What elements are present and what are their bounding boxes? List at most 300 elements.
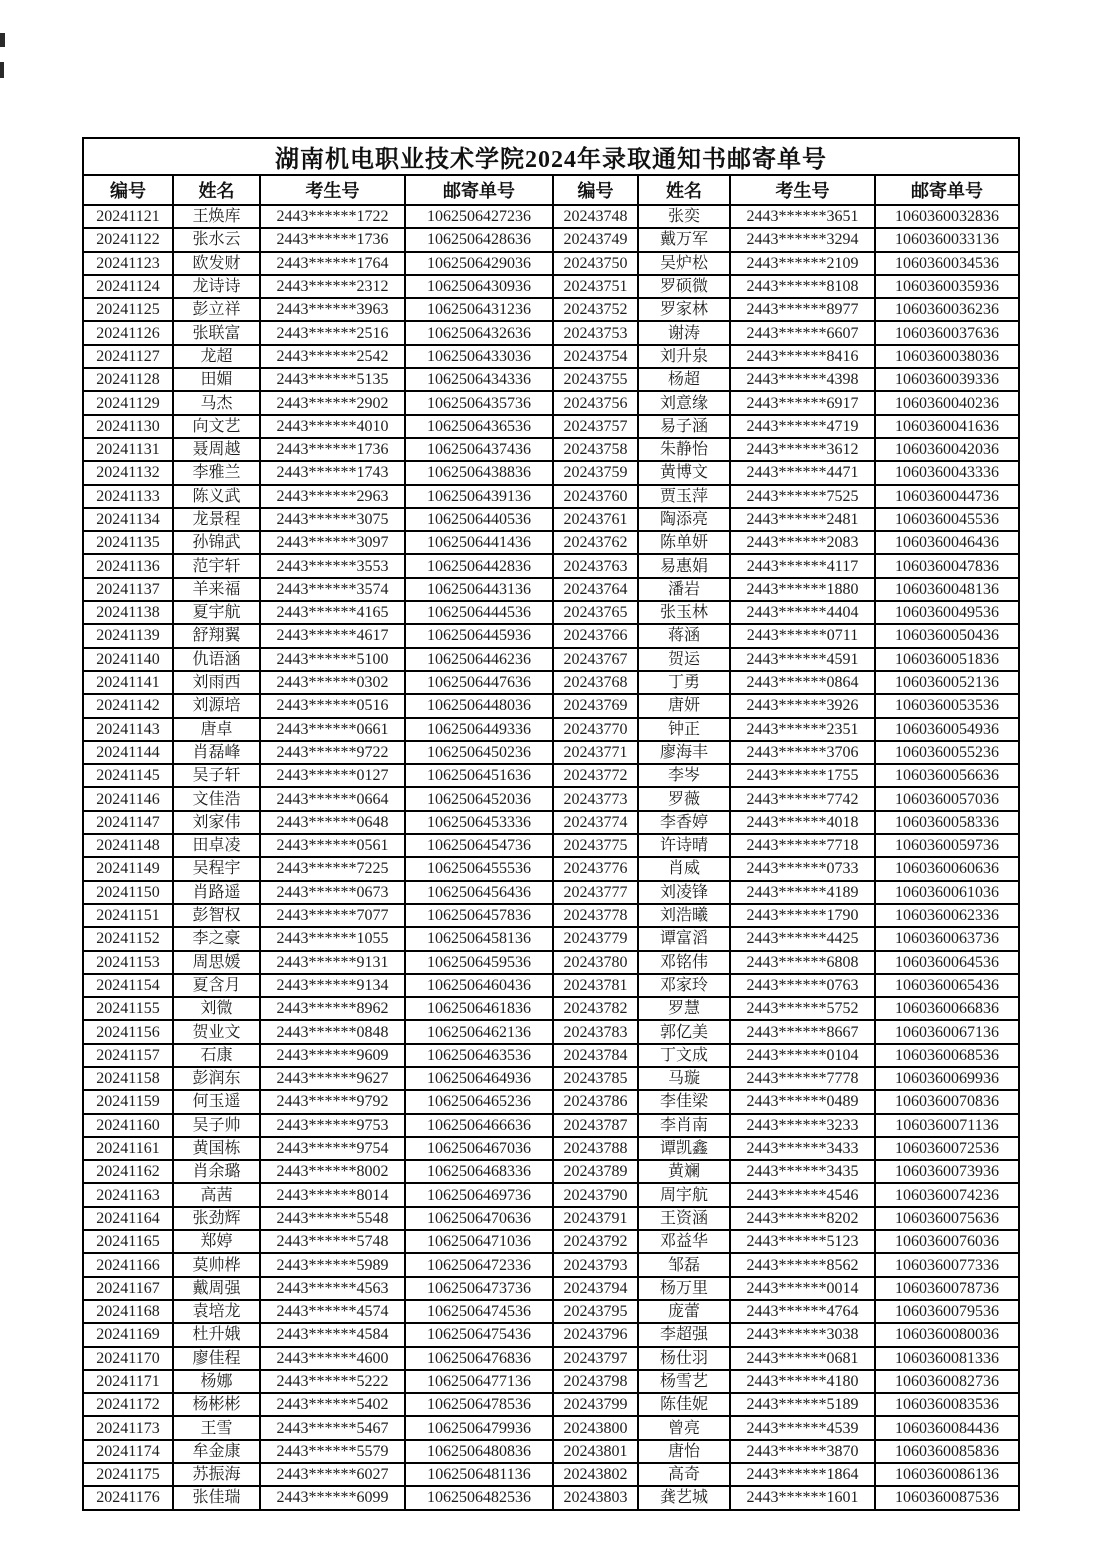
student-name: 谭凯鑫 — [638, 1137, 730, 1160]
scan-artifact-mark — [0, 33, 5, 47]
serial-number: 20241141 — [83, 671, 173, 694]
student-name: 夏含月 — [173, 974, 260, 997]
serial-number: 20241125 — [83, 298, 173, 321]
serial-number: 20241137 — [83, 578, 173, 601]
tracking-number: 1062506450236 — [405, 741, 553, 764]
serial-number: 20243758 — [553, 438, 638, 461]
table-row — [83, 508, 1019, 531]
table-row — [83, 368, 1019, 391]
tracking-number: 1060360083536 — [875, 1393, 1019, 1416]
candidate-number: 2443******5748 — [260, 1230, 405, 1253]
tracking-number: 1062506436536 — [405, 415, 553, 438]
serial-number: 20241151 — [83, 904, 173, 927]
student-name: 向文艺 — [173, 415, 260, 438]
serial-number: 20243757 — [553, 415, 638, 438]
serial-number: 20243775 — [553, 834, 638, 857]
serial-number: 20241168 — [83, 1300, 173, 1323]
tracking-number: 1060360066836 — [875, 997, 1019, 1020]
candidate-number: 2443******3706 — [730, 741, 875, 764]
tracking-number: 1060360048136 — [875, 578, 1019, 601]
serial-number: 20241139 — [83, 624, 173, 647]
table-body — [83, 205, 1019, 1510]
candidate-number: 2443******3435 — [730, 1160, 875, 1183]
student-name: 仇语涵 — [173, 648, 260, 671]
candidate-number: 2443******5100 — [260, 648, 405, 671]
student-name: 李雅兰 — [173, 461, 260, 484]
serial-number: 20243752 — [553, 298, 638, 321]
serial-number: 20241165 — [83, 1230, 173, 1253]
serial-number: 20241153 — [83, 951, 173, 974]
student-name: 肖磊峰 — [173, 741, 260, 764]
student-name: 周思媛 — [173, 951, 260, 974]
candidate-number: 2443******0561 — [260, 834, 405, 857]
serial-number: 20243801 — [553, 1440, 638, 1463]
candidate-number: 2443******0489 — [730, 1090, 875, 1113]
tracking-number: 1062506466636 — [405, 1114, 553, 1137]
candidate-number: 2443******3038 — [730, 1323, 875, 1346]
student-name: 刘源培 — [173, 694, 260, 717]
candidate-number: 2443******2312 — [260, 275, 405, 298]
serial-number: 20243769 — [553, 694, 638, 717]
serial-number: 20241127 — [83, 345, 173, 368]
tracking-number: 1062506427236 — [405, 205, 553, 228]
column-header: 邮寄单号 — [875, 175, 1019, 205]
tracking-number: 1062506449336 — [405, 718, 553, 741]
tracking-number: 1060360077336 — [875, 1253, 1019, 1276]
student-name: 肖余璐 — [173, 1160, 260, 1183]
table-row — [83, 1463, 1019, 1486]
student-name: 贺业文 — [173, 1020, 260, 1043]
candidate-number: 2443******1055 — [260, 927, 405, 950]
table-row — [83, 391, 1019, 414]
tracking-number: 1062506439136 — [405, 485, 553, 508]
tracking-number: 1060360055236 — [875, 741, 1019, 764]
mailing-number-table — [82, 137, 1020, 1511]
candidate-number: 2443******3075 — [260, 508, 405, 531]
candidate-number: 2443******0648 — [260, 811, 405, 834]
student-name: 吴程宇 — [173, 857, 260, 880]
tracking-number: 1062506461836 — [405, 997, 553, 1020]
serial-number: 20243773 — [553, 787, 638, 810]
table-row — [83, 275, 1019, 298]
table-row — [83, 1020, 1019, 1043]
candidate-number: 2443******5752 — [730, 997, 875, 1020]
serial-number: 20243749 — [553, 228, 638, 251]
tracking-number: 1060360086136 — [875, 1463, 1019, 1486]
student-name: 邓家玲 — [638, 974, 730, 997]
candidate-number: 2443******5135 — [260, 368, 405, 391]
table-row — [83, 554, 1019, 577]
serial-number: 20241128 — [83, 368, 173, 391]
student-name: 郭亿美 — [638, 1020, 730, 1043]
student-name: 肖路遥 — [173, 881, 260, 904]
tracking-number: 1062506463536 — [405, 1044, 553, 1067]
candidate-number: 2443******6917 — [730, 391, 875, 414]
table-row — [83, 927, 1019, 950]
tracking-number: 1060360046436 — [875, 531, 1019, 554]
serial-number: 20241135 — [83, 531, 173, 554]
serial-number: 20243778 — [553, 904, 638, 927]
student-name: 陈义武 — [173, 485, 260, 508]
tracking-number: 1060360042036 — [875, 438, 1019, 461]
candidate-number: 2443******4398 — [730, 368, 875, 391]
title-row — [83, 138, 1019, 175]
student-name: 李超强 — [638, 1323, 730, 1346]
tracking-number: 1060360053536 — [875, 694, 1019, 717]
table-row — [83, 1067, 1019, 1090]
tracking-number: 1062506470636 — [405, 1207, 553, 1230]
table-row — [83, 1207, 1019, 1230]
student-name: 牟金康 — [173, 1440, 260, 1463]
serial-number: 20241160 — [83, 1114, 173, 1137]
table-row — [83, 624, 1019, 647]
serial-number: 20243756 — [553, 391, 638, 414]
tracking-number: 1060360079536 — [875, 1300, 1019, 1323]
student-name: 杜升娥 — [173, 1323, 260, 1346]
tracking-number: 1062506434336 — [405, 368, 553, 391]
serial-number: 20243793 — [553, 1253, 638, 1276]
tracking-number: 1060360043336 — [875, 461, 1019, 484]
serial-number: 20243782 — [553, 997, 638, 1020]
candidate-number: 2443******4165 — [260, 601, 405, 624]
serial-number: 20243748 — [553, 205, 638, 228]
student-name: 杨仕羽 — [638, 1347, 730, 1370]
tracking-number: 1060360041636 — [875, 415, 1019, 438]
student-name: 夏宇航 — [173, 601, 260, 624]
tracking-number: 1060360063736 — [875, 927, 1019, 950]
candidate-number: 2443******9754 — [260, 1137, 405, 1160]
tracking-number: 1062506442836 — [405, 554, 553, 577]
serial-number: 20243794 — [553, 1277, 638, 1300]
candidate-number: 2443******3097 — [260, 531, 405, 554]
student-name: 贾玉萍 — [638, 485, 730, 508]
candidate-number: 2443******8108 — [730, 275, 875, 298]
student-name: 李佳梁 — [638, 1090, 730, 1113]
serial-number: 20241132 — [83, 461, 173, 484]
candidate-number: 2443******5222 — [260, 1370, 405, 1393]
candidate-number: 2443******0711 — [730, 624, 875, 647]
candidate-number: 2443******0733 — [730, 857, 875, 880]
table-row — [83, 694, 1019, 717]
serial-number: 20241123 — [83, 252, 173, 275]
candidate-number: 2443******7718 — [730, 834, 875, 857]
candidate-number: 2443******2542 — [260, 345, 405, 368]
candidate-number: 2443******3651 — [730, 205, 875, 228]
tracking-number: 1062506455536 — [405, 857, 553, 880]
serial-number: 20241129 — [83, 391, 173, 414]
candidate-number: 2443******7742 — [730, 787, 875, 810]
candidate-number: 2443******4546 — [730, 1183, 875, 1206]
serial-number: 20243781 — [553, 974, 638, 997]
candidate-number: 2443******6607 — [730, 321, 875, 344]
serial-number: 20243797 — [553, 1347, 638, 1370]
tracking-number: 1060360069936 — [875, 1067, 1019, 1090]
tracking-number: 1062506435736 — [405, 391, 553, 414]
serial-number: 20243764 — [553, 578, 638, 601]
student-name: 高茜 — [173, 1183, 260, 1206]
serial-number: 20241164 — [83, 1207, 173, 1230]
serial-number: 20241158 — [83, 1067, 173, 1090]
table-row — [83, 252, 1019, 275]
student-name: 龙超 — [173, 345, 260, 368]
student-name: 贺运 — [638, 648, 730, 671]
tracking-number: 1062506440536 — [405, 508, 553, 531]
table-row — [83, 1090, 1019, 1113]
candidate-number: 2443******1736 — [260, 228, 405, 251]
tracking-number: 1062506433036 — [405, 345, 553, 368]
candidate-number: 2443******8014 — [260, 1183, 405, 1206]
serial-number: 20243777 — [553, 881, 638, 904]
student-name: 李之豪 — [173, 927, 260, 950]
candidate-number: 2443******8002 — [260, 1160, 405, 1183]
tracking-number: 1062506457836 — [405, 904, 553, 927]
table-row — [83, 228, 1019, 251]
serial-number: 20243755 — [553, 368, 638, 391]
tracking-number: 1062506458136 — [405, 927, 553, 950]
serial-number: 20241161 — [83, 1137, 173, 1160]
table-row — [83, 834, 1019, 857]
candidate-number: 2443******4180 — [730, 1370, 875, 1393]
serial-number: 20243779 — [553, 927, 638, 950]
table-row — [83, 741, 1019, 764]
serial-number: 20241170 — [83, 1347, 173, 1370]
student-name: 易子涵 — [638, 415, 730, 438]
serial-number: 20243800 — [553, 1416, 638, 1439]
tracking-number: 1062506451636 — [405, 764, 553, 787]
serial-number: 20241150 — [83, 881, 173, 904]
student-name: 张玉林 — [638, 601, 730, 624]
serial-number: 20241148 — [83, 834, 173, 857]
tracking-number: 1060360080036 — [875, 1323, 1019, 1346]
student-name: 王雪 — [173, 1416, 260, 1439]
student-name: 彭立祥 — [173, 298, 260, 321]
tracking-number: 1060360059736 — [875, 834, 1019, 857]
tracking-number: 1062506432636 — [405, 321, 553, 344]
tracking-number: 1062506477136 — [405, 1370, 553, 1393]
table-row — [83, 857, 1019, 880]
student-name: 唐卓 — [173, 718, 260, 741]
serial-number: 20241134 — [83, 508, 173, 531]
student-name: 高奇 — [638, 1463, 730, 1486]
candidate-number: 2443******0848 — [260, 1020, 405, 1043]
candidate-number: 2443******5402 — [260, 1393, 405, 1416]
candidate-number: 2443******4591 — [730, 648, 875, 671]
candidate-number: 2443******1722 — [260, 205, 405, 228]
tracking-number: 1062506430936 — [405, 275, 553, 298]
student-name: 陶添亮 — [638, 508, 730, 531]
tracking-number: 1062506428636 — [405, 228, 553, 251]
serial-number: 20243760 — [553, 485, 638, 508]
table-row — [83, 1277, 1019, 1300]
tracking-number: 1060360082736 — [875, 1370, 1019, 1393]
serial-number: 20243762 — [553, 531, 638, 554]
student-name: 罗家林 — [638, 298, 730, 321]
serial-number: 20243802 — [553, 1463, 638, 1486]
candidate-number: 2443******0104 — [730, 1044, 875, 1067]
serial-number: 20241175 — [83, 1463, 173, 1486]
student-name: 廖海丰 — [638, 741, 730, 764]
tracking-number: 1060360035936 — [875, 275, 1019, 298]
student-name: 吴子帅 — [173, 1114, 260, 1137]
serial-number: 20243772 — [553, 764, 638, 787]
candidate-number: 2443******8977 — [730, 298, 875, 321]
candidate-number: 2443******9627 — [260, 1067, 405, 1090]
candidate-number: 2443******4404 — [730, 601, 875, 624]
candidate-number: 2443******5579 — [260, 1440, 405, 1463]
serial-number: 20243799 — [553, 1393, 638, 1416]
candidate-number: 2443******9753 — [260, 1114, 405, 1137]
table-row — [83, 485, 1019, 508]
student-name: 刘浩曦 — [638, 904, 730, 927]
serial-number: 20241131 — [83, 438, 173, 461]
student-name: 王资涵 — [638, 1207, 730, 1230]
candidate-number: 2443******4574 — [260, 1300, 405, 1323]
table-row — [83, 321, 1019, 344]
candidate-number: 2443******1880 — [730, 578, 875, 601]
student-name: 丁勇 — [638, 671, 730, 694]
table-row — [83, 1486, 1019, 1509]
table-row — [83, 205, 1019, 228]
serial-number: 20243788 — [553, 1137, 638, 1160]
scan-artifact-mark — [0, 62, 4, 78]
serial-number: 20243768 — [553, 671, 638, 694]
column-header: 邮寄单号 — [405, 175, 553, 205]
serial-number: 20243776 — [553, 857, 638, 880]
candidate-number: 2443******2481 — [730, 508, 875, 531]
candidate-number: 2443******5467 — [260, 1416, 405, 1439]
tracking-number: 1060360034536 — [875, 252, 1019, 275]
tracking-number: 1060360060636 — [875, 857, 1019, 880]
student-name: 杨万里 — [638, 1277, 730, 1300]
student-name: 戴万军 — [638, 228, 730, 251]
student-name: 莫帅桦 — [173, 1253, 260, 1276]
candidate-number: 2443******4471 — [730, 461, 875, 484]
serial-number: 20243795 — [553, 1300, 638, 1323]
tracking-number: 1062506473736 — [405, 1277, 553, 1300]
candidate-number: 2443******0864 — [730, 671, 875, 694]
candidate-number: 2443******3233 — [730, 1114, 875, 1137]
serial-number: 20241138 — [83, 601, 173, 624]
tracking-number: 1062506481136 — [405, 1463, 553, 1486]
candidate-number: 2443******1790 — [730, 904, 875, 927]
table-row — [83, 1416, 1019, 1439]
serial-number: 20241156 — [83, 1020, 173, 1043]
student-name: 唐妍 — [638, 694, 730, 717]
tracking-number: 1060360070836 — [875, 1090, 1019, 1113]
tracking-number: 1060360058336 — [875, 811, 1019, 834]
candidate-number: 2443******1736 — [260, 438, 405, 461]
serial-number: 20243798 — [553, 1370, 638, 1393]
student-name: 文佳浩 — [173, 787, 260, 810]
candidate-number: 2443******1864 — [730, 1463, 875, 1486]
tracking-number: 1060360074236 — [875, 1183, 1019, 1206]
table-row — [83, 1230, 1019, 1253]
serial-number: 20243765 — [553, 601, 638, 624]
student-name: 舒翔翼 — [173, 624, 260, 647]
candidate-number: 2443******3433 — [730, 1137, 875, 1160]
tracking-number: 1060360049536 — [875, 601, 1019, 624]
tracking-number: 1062506476836 — [405, 1347, 553, 1370]
tracking-number: 1062506465236 — [405, 1090, 553, 1113]
candidate-number: 2443******4584 — [260, 1323, 405, 1346]
candidate-number: 2443******9792 — [260, 1090, 405, 1113]
student-name: 谭富滔 — [638, 927, 730, 950]
candidate-number: 2443******7077 — [260, 904, 405, 927]
candidate-number: 2443******2516 — [260, 321, 405, 344]
table-row — [83, 974, 1019, 997]
tracking-number: 1060360073936 — [875, 1160, 1019, 1183]
serial-number: 20241126 — [83, 321, 173, 344]
serial-number: 20241143 — [83, 718, 173, 741]
table-row — [83, 951, 1019, 974]
table-row — [83, 648, 1019, 671]
serial-number: 20241147 — [83, 811, 173, 834]
tracking-number: 1060360039336 — [875, 368, 1019, 391]
candidate-number: 2443******5189 — [730, 1393, 875, 1416]
tracking-number: 1060360045536 — [875, 508, 1019, 531]
serial-number: 20241146 — [83, 787, 173, 810]
student-name: 张劲辉 — [173, 1207, 260, 1230]
tracking-number: 1060360085836 — [875, 1440, 1019, 1463]
candidate-number: 2443******5548 — [260, 1207, 405, 1230]
column-header: 编号 — [83, 175, 173, 205]
student-name: 田媚 — [173, 368, 260, 391]
column-header: 考生号 — [730, 175, 875, 205]
student-name: 李肖南 — [638, 1114, 730, 1137]
student-name: 唐怡 — [638, 1440, 730, 1463]
tracking-number: 1060360047836 — [875, 554, 1019, 577]
table-row — [83, 671, 1019, 694]
serial-number: 20241121 — [83, 205, 173, 228]
tracking-number: 1062506471036 — [405, 1230, 553, 1253]
serial-number: 20241169 — [83, 1323, 173, 1346]
tracking-number: 1062506479936 — [405, 1416, 553, 1439]
serial-number: 20241159 — [83, 1090, 173, 1113]
student-name: 潘岩 — [638, 578, 730, 601]
candidate-number: 2443******8667 — [730, 1020, 875, 1043]
tracking-number: 1062506472336 — [405, 1253, 553, 1276]
tracking-number: 1060360052136 — [875, 671, 1019, 694]
serial-number: 20241133 — [83, 485, 173, 508]
student-name: 刘雨西 — [173, 671, 260, 694]
candidate-number: 2443******4117 — [730, 554, 875, 577]
candidate-number: 2443******1764 — [260, 252, 405, 275]
tracking-number: 1062506460436 — [405, 974, 553, 997]
tracking-number: 1062506453336 — [405, 811, 553, 834]
student-name: 聂周越 — [173, 438, 260, 461]
student-name: 戴周强 — [173, 1277, 260, 1300]
table-row — [83, 1114, 1019, 1137]
tracking-number: 1060360036236 — [875, 298, 1019, 321]
serial-number: 20243759 — [553, 461, 638, 484]
tracking-number: 1060360032836 — [875, 205, 1019, 228]
tracking-number: 1062506474536 — [405, 1300, 553, 1323]
tracking-number: 1060360061036 — [875, 881, 1019, 904]
serial-number: 20241149 — [83, 857, 173, 880]
tracking-number: 1062506437436 — [405, 438, 553, 461]
student-name: 邓益华 — [638, 1230, 730, 1253]
student-name: 庞蕾 — [638, 1300, 730, 1323]
tracking-number: 1060360038036 — [875, 345, 1019, 368]
student-name: 王焕库 — [173, 205, 260, 228]
student-name: 刘家伟 — [173, 811, 260, 834]
serial-number: 20243796 — [553, 1323, 638, 1346]
table-row — [83, 811, 1019, 834]
student-name: 彭润东 — [173, 1067, 260, 1090]
tracking-number: 1060360064536 — [875, 951, 1019, 974]
candidate-number: 2443******0681 — [730, 1347, 875, 1370]
candidate-number: 2443******4617 — [260, 624, 405, 647]
